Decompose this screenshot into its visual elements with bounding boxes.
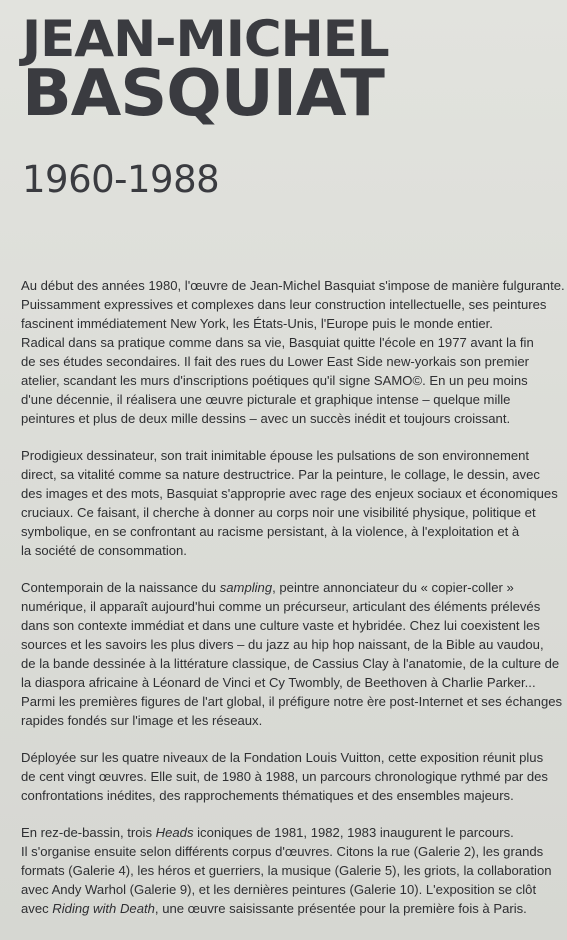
- text-segment: la société de consommation.: [21, 543, 187, 558]
- text-segment: de ses études secondaires. Il fait des rues du Lower East Side new-yorkais son premier: [21, 354, 530, 369]
- text-line: [21, 484, 558, 503]
- text-segment: confrontations inédites, des rapprochements thématiques et des ensembles majeurs.: [21, 788, 514, 803]
- text-segment: la diaspora africaine à Léonard de Vinci et Cy Twombly, de Beethoven à Charlie Parker...: [21, 675, 536, 690]
- text-line: [21, 654, 560, 673]
- text-segment: formats (Galerie 4), les héros et guerriers, la musique (Galerie 5), les griots, la collaboration: [21, 863, 552, 878]
- paragraph: [21, 446, 558, 560]
- text-line: [21, 276, 565, 295]
- paragraph: [21, 276, 565, 428]
- italic-term: sampling: [219, 580, 273, 595]
- text-segment: d'une décennie, il réalisera une œuvre picturale et graphique intense – quelque mille: [21, 392, 511, 407]
- text-segment: avec Andy Warhol (Galerie 9), et les dernières peintures (Galerie 10). L'exposition se clôt: [21, 882, 537, 897]
- text-segment: Contemporain de la naissance du: [21, 580, 220, 595]
- text-line: [21, 578, 541, 597]
- text-segment: Radical dans sa pratique comme dans sa vie, Basquiat quitte l'école en 1977 avant la fin: [21, 335, 534, 350]
- text-line: [21, 371, 541, 390]
- text-line: [21, 333, 541, 352]
- text-segment: peintures et plus de deux mille dessins – avec un succès inédit et toujours croissant.: [21, 411, 511, 426]
- text-segment: dans son contexte immédiat et dans une culture vaste et hybridée. Chez lui coexistent les: [21, 618, 540, 633]
- text-line: [21, 352, 541, 371]
- text-segment: cruciaux. Ce faisant, il cherche à donner au corps noir une visibilité physique, politique et: [21, 505, 536, 520]
- text-line: [21, 767, 548, 786]
- artist-last-name: BASQUIAT: [22, 57, 384, 131]
- text-line: [21, 635, 544, 654]
- artist-dates: 1960-1988: [22, 158, 220, 201]
- text-line: [21, 522, 541, 541]
- text-segment: Parmi les premières figures de l'art global, il préfigure notre ère post-Internet et ses échanges: [21, 694, 563, 709]
- text-line: [21, 616, 541, 635]
- artist-name: [22, 10, 389, 131]
- artist-first-name: JEAN-MICHEL: [22, 10, 389, 68]
- text-segment: Il s'organise ensuite selon différents corpus d'œuvres. Citons la rue (Galerie 2), les grands: [21, 844, 544, 859]
- text-segment: fascinent immédiatement New York, les États-Unis, l'Europe puis le monde entier.: [21, 316, 493, 331]
- text-line: [21, 390, 541, 409]
- text-line: [21, 597, 541, 616]
- text-line: [21, 861, 552, 880]
- paragraph: [21, 578, 563, 730]
- wall-text-body: [21, 276, 565, 936]
- italic-term: Riding with Death: [52, 901, 155, 916]
- text-line: [21, 409, 541, 428]
- text-segment: Puissamment expressives et complexes dans leur construction intellectuelle, ses peintures: [21, 297, 547, 312]
- text-line: [21, 823, 541, 842]
- text-line: [21, 503, 541, 522]
- text-line: [21, 899, 541, 918]
- text-segment: des images et des mots, Basquiat s'approprie avec rage des enjeux sociaux et économiques: [21, 486, 558, 501]
- text-line: [21, 446, 541, 465]
- text-segment: Au début des années 1980, l'œuvre de Jean-Michel Basquiat s'impose de manière fulgurante.: [21, 278, 565, 293]
- text-line: [21, 673, 541, 692]
- text-segment: numérique, il apparaît aujourd'hui comme un précurseur, articulant des éléments prélevés: [21, 599, 541, 614]
- text-line: [21, 748, 544, 767]
- text-line: [21, 541, 541, 560]
- paragraph: [21, 823, 552, 918]
- paragraph: [21, 748, 548, 805]
- text-segment: de la bande dessinée à la littérature classique, de Cassius Clay à l'anatomie, de la culture de: [21, 656, 560, 671]
- text-segment: sources et les savoirs les plus divers – du jazz au hip hop naissant, de la Bible au vaudou,: [21, 637, 544, 652]
- text-segment: direct, sa vitalité comme sa nature destructrice. Par la peinture, le collage, le dessin, avec: [21, 467, 540, 482]
- text-segment: atelier, scandant les murs d'inscriptions poétiques qu'il signe SAMO©. En un peu moins: [21, 373, 528, 388]
- text-segment: iconiques de 1981, 1982, 1983 inaugurent le parcours.: [193, 825, 514, 840]
- text-line: [21, 842, 544, 861]
- text-line: [21, 786, 541, 805]
- text-line: [21, 711, 541, 730]
- text-segment: Prodigieux dessinateur, son trait inimitable épouse les pulsations de son environnement: [21, 448, 530, 463]
- text-line: [21, 465, 541, 484]
- text-segment: symbolique, en se confrontant au racisme persistant, à la violence, à l'exploitation et à: [21, 524, 520, 539]
- text-line: [21, 295, 547, 314]
- text-line: [21, 692, 563, 711]
- text-line: [21, 314, 541, 333]
- text-segment: avec: [21, 901, 53, 916]
- italic-term: Heads: [155, 825, 194, 840]
- text-segment: de cent vingt œuvres. Elle suit, de 1980 à 1988, un parcours chronologique rythmé par des: [21, 769, 548, 784]
- text-segment: rapides fondés sur l'image et les réseaux.: [21, 713, 263, 728]
- text-segment: En rez-de-bassin, trois: [21, 825, 156, 840]
- text-segment: , une œuvre saisissante présentée pour la première fois à Paris.: [154, 901, 527, 916]
- text-segment: , peintre annonciateur du « copier-coller »: [272, 580, 514, 595]
- text-line: [21, 880, 541, 899]
- text-segment: Déployée sur les quatre niveaux de la Fondation Louis Vuitton, cette exposition réunit plus: [21, 750, 544, 765]
